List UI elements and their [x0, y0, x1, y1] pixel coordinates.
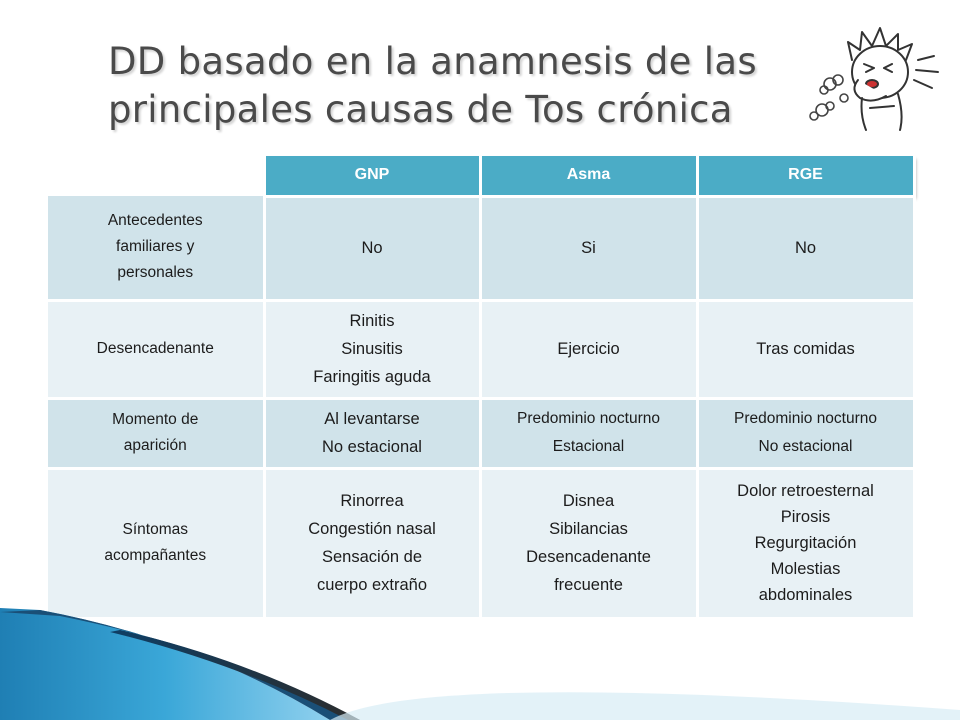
table-cell-asma	[480, 196, 697, 300]
cell-line: Faringitis aguda	[313, 368, 431, 386]
cell-line: No	[794, 239, 817, 257]
table-cell-gnp	[264, 300, 480, 398]
row-label-line: Síntomas	[122, 521, 188, 538]
cell-line: Predominio nocturno	[516, 410, 661, 427]
cell-line: No	[361, 239, 383, 257]
table-row-sintomas	[48, 468, 914, 618]
table-row-momento	[48, 398, 914, 468]
table-cell-gnp	[264, 468, 480, 618]
row-label-line: Momento de	[112, 411, 199, 428]
row-label-line: aparición	[123, 437, 187, 454]
cell-line: Sibilancias	[549, 520, 628, 538]
cell-line: Rinitis	[349, 312, 395, 330]
differential-diagnosis-table	[48, 156, 916, 620]
header-corner	[48, 156, 264, 196]
table-row-antecedentes	[48, 196, 914, 300]
cell-line: Desencadenante	[526, 548, 651, 566]
table-cell-asma	[480, 300, 697, 398]
row-label-line: Desencadenante	[96, 340, 214, 357]
table-cell-rge	[697, 300, 914, 398]
cell-line: Disnea	[562, 492, 615, 510]
cell-line: Estacional	[552, 438, 625, 455]
row-label-line: familiares y	[116, 238, 195, 256]
cell-line: Tras comidas	[756, 340, 855, 358]
row-label	[48, 468, 264, 618]
decorative-swoosh	[0, 600, 960, 720]
row-label-line: personales	[117, 264, 194, 282]
table-row-desencadenante	[48, 300, 914, 398]
table-cell-gnp	[264, 196, 480, 300]
table-cell-gnp	[264, 398, 480, 468]
header-row	[48, 156, 914, 196]
cell-line: Regurgitación	[754, 534, 857, 552]
column-header-asma: Asma	[480, 156, 697, 196]
row-label	[48, 196, 264, 300]
cell-line: Rinorrea	[340, 492, 404, 510]
cell-line: Al levantarse	[324, 410, 420, 428]
cell-line: No estacional	[758, 438, 853, 455]
cell-line: Si	[581, 239, 596, 257]
slide-title-line-1: DD basado en la anamnesis de las	[108, 40, 757, 83]
cell-line: cuerpo extraño	[316, 576, 428, 594]
table-cell-rge	[697, 398, 914, 468]
cell-line: Sensación de	[322, 548, 422, 566]
coughing-person-icon	[800, 20, 950, 135]
row-label	[48, 300, 264, 398]
cell-line: Dolor retroesternal	[737, 482, 874, 500]
cell-line: abdominales	[758, 586, 853, 604]
row-label-line: Antecedentes	[107, 212, 203, 230]
table-cell-rge	[697, 196, 914, 300]
column-header-gnp: GNP	[264, 156, 480, 196]
cell-line: No estacional	[322, 438, 422, 456]
table-cell-rge	[697, 468, 914, 618]
cell-line: frecuente	[554, 576, 623, 594]
row-label	[48, 398, 264, 468]
slide-title	[108, 38, 808, 134]
cell-line: Ejercicio	[557, 340, 620, 358]
cell-line: Congestión nasal	[308, 520, 436, 538]
table-cell-asma	[480, 398, 697, 468]
column-header-rge: RGE	[697, 156, 914, 196]
cell-line: Pirosis	[780, 508, 831, 526]
cell-line: Predominio nocturno	[733, 410, 878, 427]
slide-title-line-2: principales causas de Tos crónica	[108, 88, 733, 131]
cell-line: Molestias	[770, 560, 841, 578]
table-cell-asma	[480, 468, 697, 618]
cell-line: Sinusitis	[341, 340, 403, 358]
row-label-line: acompañantes	[104, 547, 207, 564]
